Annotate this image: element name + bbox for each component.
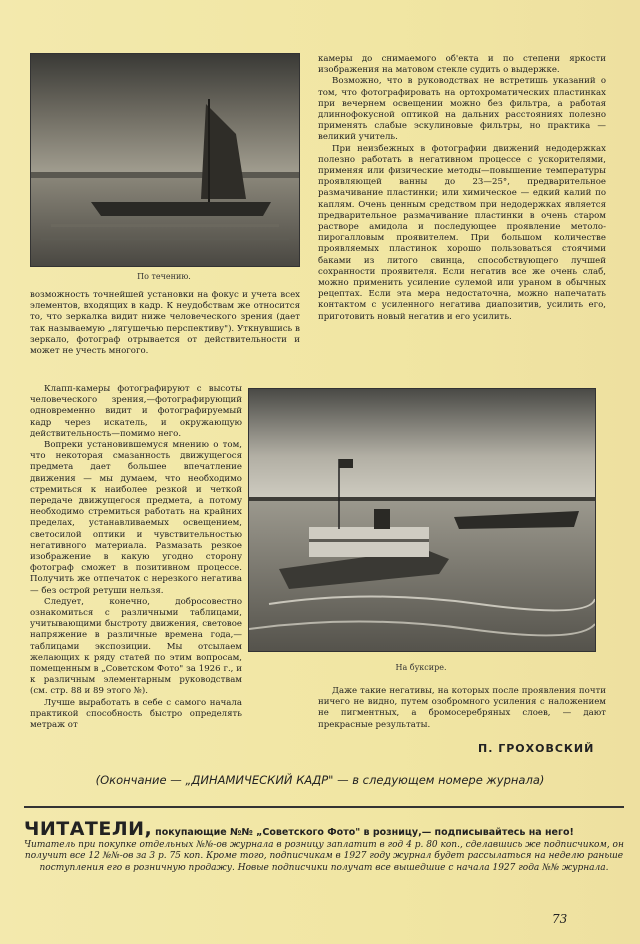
paragraph: Даже такие негативы, на которых после проявления почти ничего не видно, путем озобромного усиления с наложением не пигментных, а бромосеребряных слоев, — дают прекрасные результаты. <box>318 686 606 730</box>
text-column-right-bottom <box>318 686 606 731</box>
paragraph: Лучше выработать в себе с самого начала практикой способность быстро определять метраж от <box>30 697 242 731</box>
photo-caption-1: По течению. <box>137 272 191 281</box>
paragraph: возможность точнейшей установки на фокус и учета всех элементов, входящих в кадр. К неудобствам же относится то, что зеркалка видит ниже человеческого зрения (дает так называемую „лягушечью перспективу"). Уткнувшись в зеркало, фотограф отрывается от действительности и может не учесть многого. <box>30 290 300 357</box>
text-column-left-mid <box>30 384 242 731</box>
text-column-right-top <box>318 54 606 323</box>
continuation-note: (Окончание — „ДИНАМИЧЕСКИЙ КАДР" — в следующем номере журнала) <box>95 773 545 787</box>
text-column-left-top <box>30 290 300 357</box>
photo-sailboat <box>30 53 300 267</box>
paragraph: Вопреки установившемуся мнению о том, что некоторая смазанность движущегося предмета дает большее впечатление движения — мы думаем, что необходимо стремиться к наиболее резкой и четкой передаче движущегося предмета, а потому необходимо стремиться работать на крайних пределах, устанавливаемых освещением, светосилой оптики и чувствительностью негативного материала. Размазать резкое изображение в какую угодно сторону фотограф сможет в позитивном процессе. Получить же отпечаток с нерезкого негатива — без острой ретуши нельзя. <box>30 440 242 596</box>
divider <box>24 806 624 808</box>
paragraph: Следует, конечно, добросовестно ознакомиться с различными таблицами, учитывающими быстроту движения, световое напряжение в различные времена года,—таблицами экспозиции. Мы отсылаем желающих к ряду статей по этим вопросам, помещенным в „Советском Фото" за 1926 г., и к различным элементарным руководствам (см. стр. 88 и 89 этого №). <box>30 596 242 697</box>
page-number: 73 <box>552 912 568 926</box>
paragraph: Возможно, что в руководствах не встретишь указаний о том, что фотографировать на ортохроматических пластинках при вечернем освещении можно без фильтра, а работая длиннофокусной оптикой на дальних расстояниях полезно применять слабые эскулиновые фильтры, но практика — великий учитель. <box>318 76 606 143</box>
readers-body: Читатель при покупке отдельных №№-ов журнала в розницу заплатит в год 4 р. 80 коп., сделавшись же подписчиком, он получит все 12 №№-ов за 3 р. 75 коп. Кроме того, подписчикам в 1927 году журнал будет рассылаться на неделю раньше поступления его в розничную продажу. Новые подписчики получат все вышедшие с начала 1927 года №№ журнала. <box>24 839 624 873</box>
photo-caption-2: На буксире. <box>395 663 447 672</box>
subscription-notice <box>24 818 624 874</box>
readers-subheading: покупающие №№ „Советского Фото" в розницу,— подписывайтесь на него! <box>155 827 574 838</box>
readers-heading: ЧИТАТЕЛИ, <box>24 818 153 840</box>
paragraph: При неизбежных в фотографии движений недодержках полезно работать в негативном процессе с ускорителями, применяя или физические методы—повышение температуры проявляющей ванны до 23—25°, предварительное размачивание пластинки; или химическое — едкий калий по каплям. Очень ценным средством при недодержках является предварительное размачивание пластинки в очень старом растворе амидола и последующее проявление метоло-пирогалловым проявителем. При большом количестве проявляемых пластинок хорошо пользоваться стоячими баками из литого свинца, способствующего лучшей сохранности проявителя. Если негатив все же очень слаб, можно применить усиление сулемой или ураном в обычных рецептах. Если эта мера недостаточна, можно напечатать контактом с усиленного негатива диапозитив, усилить его, приготовить новый негатив и его усилить. <box>318 143 606 322</box>
author-signature: П. ГРОХОВСКИЙ <box>478 742 595 755</box>
paragraph: камеры до снимаемого об'екта и по степени яркости изображения на матовом стекле судить о выдержке. <box>318 54 606 76</box>
photo-tugboat <box>248 388 596 652</box>
paragraph: Клапп-камеры фотографируют с высоты человеческого зрения,—фотографирующий одновременно видит и фотографируемый кадр через искатель, и окружающую действительность—помимо него. <box>30 384 242 439</box>
